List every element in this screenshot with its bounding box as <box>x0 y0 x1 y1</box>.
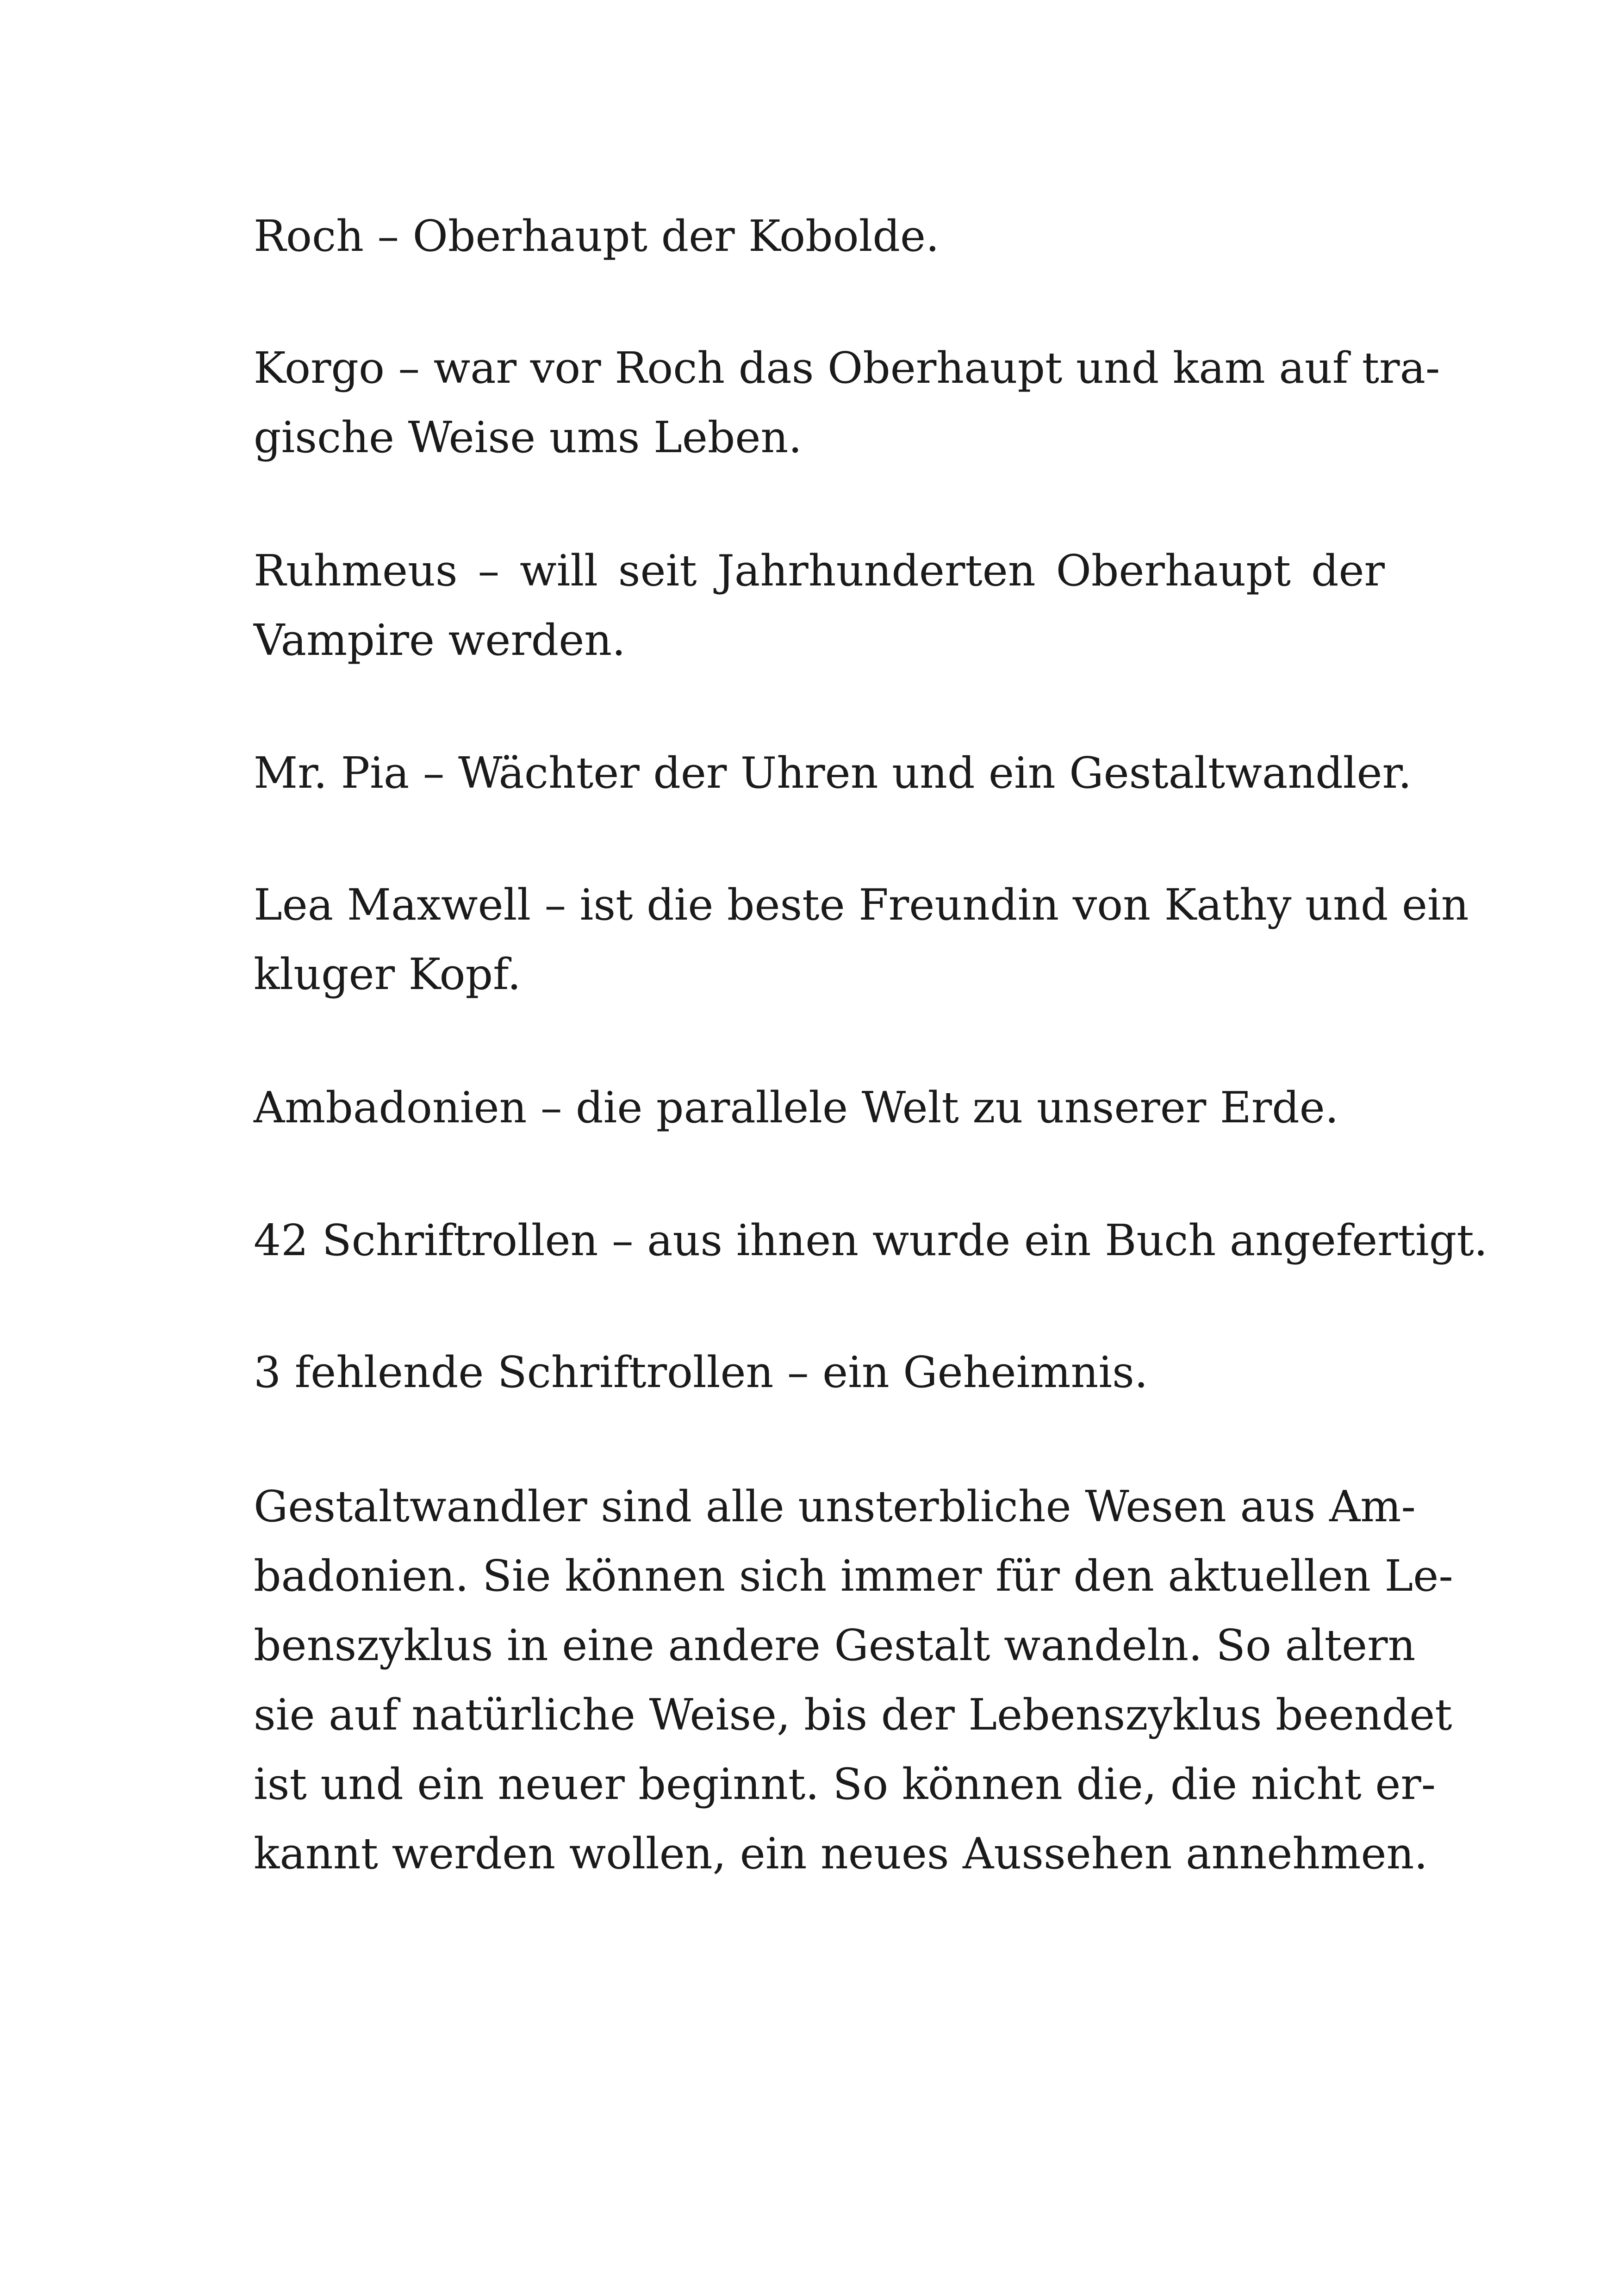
text-line: Lea Maxwell – ist die beste Freundin von Kathy und ein <box>254 880 1469 930</box>
glossary-entry-korgo <box>254 333 1440 472</box>
text-line: Vampire werden. <box>254 615 626 665</box>
text-line: Roch – Oberhaupt der Kobolde. <box>254 211 940 261</box>
glossary-entry-ruhmeus <box>254 536 1385 675</box>
glossary-entry-42-schriftrollen <box>254 1206 1488 1275</box>
text-line: ist und ein neuer beginnt. So können die, die nicht er- <box>254 1759 1436 1809</box>
text-line: kluger Kopf. <box>254 949 521 999</box>
text-line: sie auf natürliche Weise, bis der Lebenszyklus beendet <box>254 1690 1452 1740</box>
text-line: benszyklus in eine andere Gestalt wandeln. So altern <box>254 1620 1416 1670</box>
glossary-entry-roch <box>254 201 1385 271</box>
text-line: Gestaltwandler sind alle unsterbliche Wesen aus Am- <box>254 1481 1416 1531</box>
gestaltwandler-paragraph <box>254 1472 1453 1888</box>
glossary-entry-lea-maxwell <box>254 870 1469 1009</box>
text-line: Ambadonien – die parallele Welt zu unserer Erde. <box>254 1083 1339 1132</box>
glossary-entry-ambadonien <box>254 1073 1385 1142</box>
text-line: Mr. Pia – Wächter der Uhren und ein Gestaltwandler. <box>254 748 1412 798</box>
text-line: 42 Schriftrollen – aus ihnen wurde ein Buch angefertigt. <box>254 1215 1488 1265</box>
text-line: Ruhmeus – will seit Jahrhunderten Oberhaupt der <box>254 546 1385 596</box>
text-line: gische Weise ums Leben. <box>254 412 802 462</box>
glossary-entry-mr-pia <box>254 738 1412 808</box>
glossary-entry-3-fehlende-schriftrollen <box>254 1338 1385 1407</box>
text-line: kannt werden wollen, ein neues Aussehen annehmen. <box>254 1829 1428 1879</box>
text-line: Korgo – war vor Roch das Oberhaupt und kam auf tra- <box>254 343 1440 393</box>
text-line: badonien. Sie können sich immer für den aktuellen Le- <box>254 1551 1453 1601</box>
text-line: 3 fehlende Schriftrollen – ein Geheimnis. <box>254 1347 1148 1397</box>
